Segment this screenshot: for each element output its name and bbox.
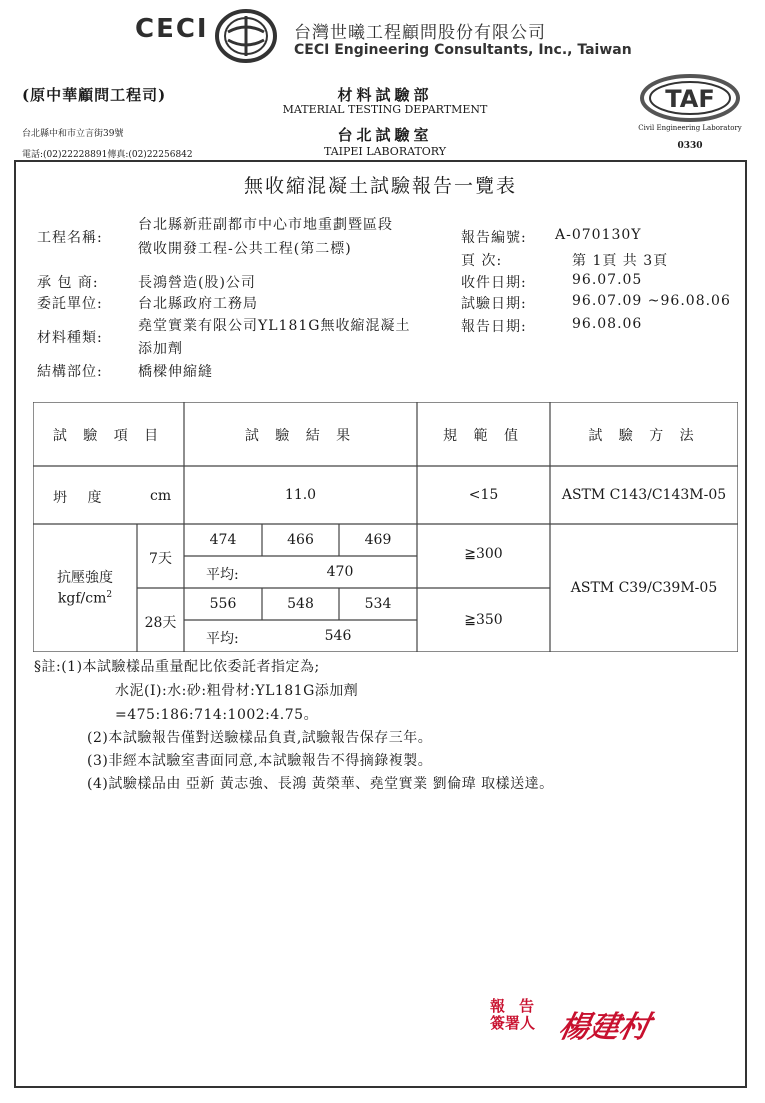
signatory-label: [490, 998, 560, 1032]
report-no: A-070130Y: [555, 227, 642, 243]
note-1-line2: 水泥(I):水:砂:粗骨材:YL181G添加劑: [115, 683, 359, 699]
value-28d-1: 556: [209, 596, 237, 612]
laboratory-en: TAIPEI LABORATORY: [323, 145, 447, 158]
spec-7d: ≧300: [464, 546, 503, 562]
laboratory-zh: 台北試驗室: [337, 126, 433, 144]
header-test-result: 試 驗 結 果: [244, 428, 357, 444]
slump-result: 11.0: [284, 487, 317, 503]
client-label: 委託單位:: [37, 296, 103, 312]
value-28d-3: 534: [364, 596, 392, 612]
note-2: (2)本試驗報告僅對送驗樣品負責,試驗報告保存三年。: [87, 730, 433, 746]
note-1-line3: =475:186:714:1002:4.75。: [115, 707, 319, 723]
report-no-label: 報告編號:: [461, 230, 527, 246]
taf-logo-text: TAF: [665, 85, 715, 113]
received-label: 收件日期:: [461, 275, 527, 291]
project-line2: 徵收開發工程-公共工程(第二標): [138, 241, 352, 257]
taf-logo-icon: [638, 72, 742, 124]
project-line1: 台北縣新莊副都市中心市地重劃暨區段: [138, 217, 393, 233]
value-7d-2: 466: [287, 532, 314, 548]
structure: 橋樑伸縮縫: [138, 364, 213, 380]
header-spec: 規 範 值: [443, 428, 524, 444]
contractor-label: 承 包 商:: [37, 275, 99, 291]
avg-28d-label: 平均:: [206, 631, 239, 647]
structure-label: 結構部位:: [37, 364, 103, 380]
signatory-label-top: 報告: [490, 997, 549, 1015]
age-7d: 7天: [149, 551, 172, 567]
signature-name: 楊建村: [555, 1010, 653, 1045]
slump-item: 坍 度: [53, 490, 110, 506]
address: 台北縣中和市立言街39號: [22, 129, 124, 139]
page-number: 第 1頁 共 3頁: [572, 253, 669, 269]
report-date-label: 報告日期:: [461, 319, 527, 335]
avg-7d: 470: [326, 564, 354, 580]
note-1-line1: §註:(1)本試驗樣品重量配比依委託者指定為;: [34, 659, 320, 675]
strength-unit: kgf/$cm^2$: [57, 590, 113, 607]
header-test-method: 試 驗 方 法: [588, 428, 700, 444]
strength-method: ASTM C39/C39M-05: [570, 580, 718, 596]
age-28d: 28天: [144, 615, 177, 631]
avg-28d: 546: [324, 628, 352, 644]
material-label: 材料種類:: [37, 330, 103, 346]
project-label: 工程名稱:: [37, 230, 103, 246]
department-zh: 材料試驗部: [337, 86, 433, 104]
company-name-en: CECI Engineering Consultants, Inc., Taiwan: [294, 42, 632, 58]
note-4: (4)試驗樣品由 亞新 黃志強、長鴻 黃榮華、堯堂實業 劉倫瑋 取樣送達。: [87, 776, 554, 792]
material-line2: 添加劑: [138, 341, 183, 357]
phone-fax: 電話:(02)22228891傳真:(02)22256842: [22, 150, 193, 160]
value-7d-3: 469: [364, 532, 392, 548]
page-label: 頁 次:: [461, 253, 503, 269]
report-date: 96.08.06: [572, 316, 643, 332]
value-28d-2: 548: [287, 596, 314, 612]
strength-item: 抗壓強度: [57, 570, 113, 586]
slump-method: ASTM C143/C143M-05: [561, 487, 727, 503]
department-en: MATERIAL TESTING DEPARTMENT: [282, 103, 488, 116]
signatory-label-bottom: 簽署人: [490, 1014, 536, 1032]
received-date: 96.07.05: [572, 272, 643, 288]
avg-7d-label: 平均:: [206, 567, 239, 583]
former-name: (原中華顧問工程司): [22, 86, 167, 104]
contractor: 長鴻營造(股)公司: [138, 275, 256, 291]
slump-spec: <15: [468, 487, 499, 503]
material-line1: 堯堂實業有限公司YL181G無收縮混凝土: [138, 318, 411, 334]
note-3: (3)非經本試驗室書面同意,本試驗報告不得摘錄複製。: [87, 753, 433, 769]
taf-subtitle: Civil Engineering Laboratory: [638, 124, 742, 132]
client: 台北縣政府工務局: [138, 296, 258, 312]
ceci-logo-icon: [214, 8, 278, 64]
test-date: 96.07.09 ~96.08.06: [572, 293, 731, 309]
report-title: 無收縮混凝土試驗報告一覽表: [243, 175, 517, 197]
test-date-label: 試驗日期:: [461, 296, 527, 312]
value-7d-1: 474: [209, 532, 237, 548]
spec-28d: ≧350: [464, 612, 503, 628]
header-test-item: 試 驗 項 目: [52, 428, 165, 444]
taf-number: 0330: [677, 141, 703, 151]
slump-unit: cm: [150, 488, 172, 504]
ceci-brand: CECI: [135, 14, 209, 44]
company-name-zh: 台灣世曦工程顧問股份有限公司: [294, 23, 546, 43]
